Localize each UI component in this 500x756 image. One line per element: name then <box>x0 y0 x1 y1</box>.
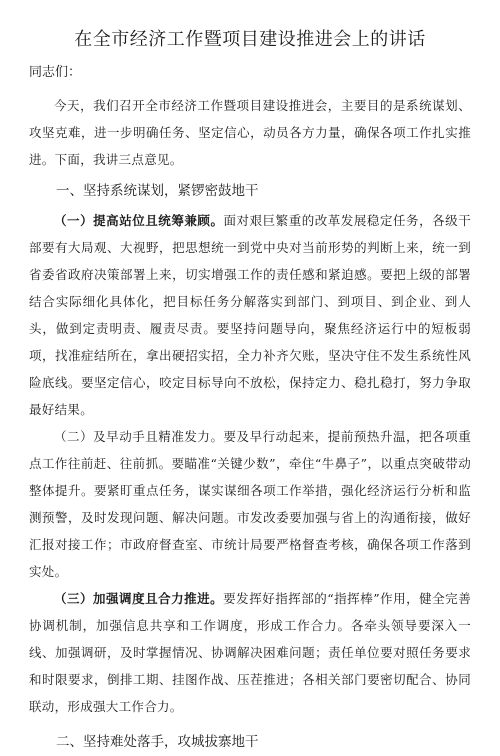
salutation: 同志们： <box>29 65 82 80</box>
section-1-heading: 一、坚持系统谋划，紧锣密鼓地干 <box>56 183 259 199</box>
intro-paragraph: 今天，我们召开全市经济工作暨项目建设推进会，主要目的是系统谋划、攻坚克难，进一步明确任务、坚定信心，动员各方力量，确保各项工作扎实推进。下面，我讲三点意见。 <box>29 98 471 167</box>
spacer <box>29 720 471 724</box>
page-title: 在全市经济工作暨项目建设推进会上的讲话 <box>74 29 426 50</box>
section-1-item-2 <box>29 423 471 585</box>
section-1-item-3 <box>29 585 471 720</box>
item-2-body: 要及早行动起来，提前预热升温，把各项重点工作往前赶、往前抓。要瞄准“关键少数”，牵住“牛鼻子”，以重点突破带动整体提升。要紧盯重点任务，谋实谋细各项工作举措，强化经济运行分析和监测预警，及时发现问题、解决问题。市发改委要加强与省上的沟通衔接，做好汇报对接工作；市政府督查室、市统计局要严格督查考核，确保各项工作落到实处。 <box>29 429 471 579</box>
section-1-item-1 <box>29 207 471 423</box>
item-1-body: 面对艰巨繁重的改革发展稳定任务，各级干部要有大局观、大视野，把思想统一到党中央对当前形势的判断上来，统一到省委省政府决策部署上来，切实增强工作的责任感和紧迫感。要把上级的部署结合实际细化具体化，把目标任务分解落实到部门、到项目、到企业、到人头，做到定责明责、履责尽责。要坚持问题导向，聚焦经济运行中的短板弱项，找准症结所在，拿出硬招实招，全力补齐欠账，坚决守住不发生系统性风险底线。要坚定信心，咬定目标导向不放松，保持定力、稳扎稳打，努力争取最好结果。 <box>29 213 471 417</box>
item-2-lead: （二）及早动手且精准发力。 <box>54 429 224 444</box>
item-1-lead: （一）提高站位且统筹兼顾。 <box>54 213 224 228</box>
item-3-body: 要发挥好指挥部的“指挥棒”作用，健全完善协调机制，加强信息共享和工作调度，形成工作合力。各牵头领导要深入一线、加强调研，及时掌握情况、协调解决困难问题；责任单位要对照任务要求和时限要求，倒排工期、挂图作战、压茬推进；各相关部门要密切配合、协同联动，形成强大工作合力。 <box>29 591 471 714</box>
item-3-lead: （三）加强调度且合力推进。 <box>54 591 224 606</box>
section-2-heading: 二、坚持难处落手，攻城拔寨地干 <box>56 734 259 750</box>
